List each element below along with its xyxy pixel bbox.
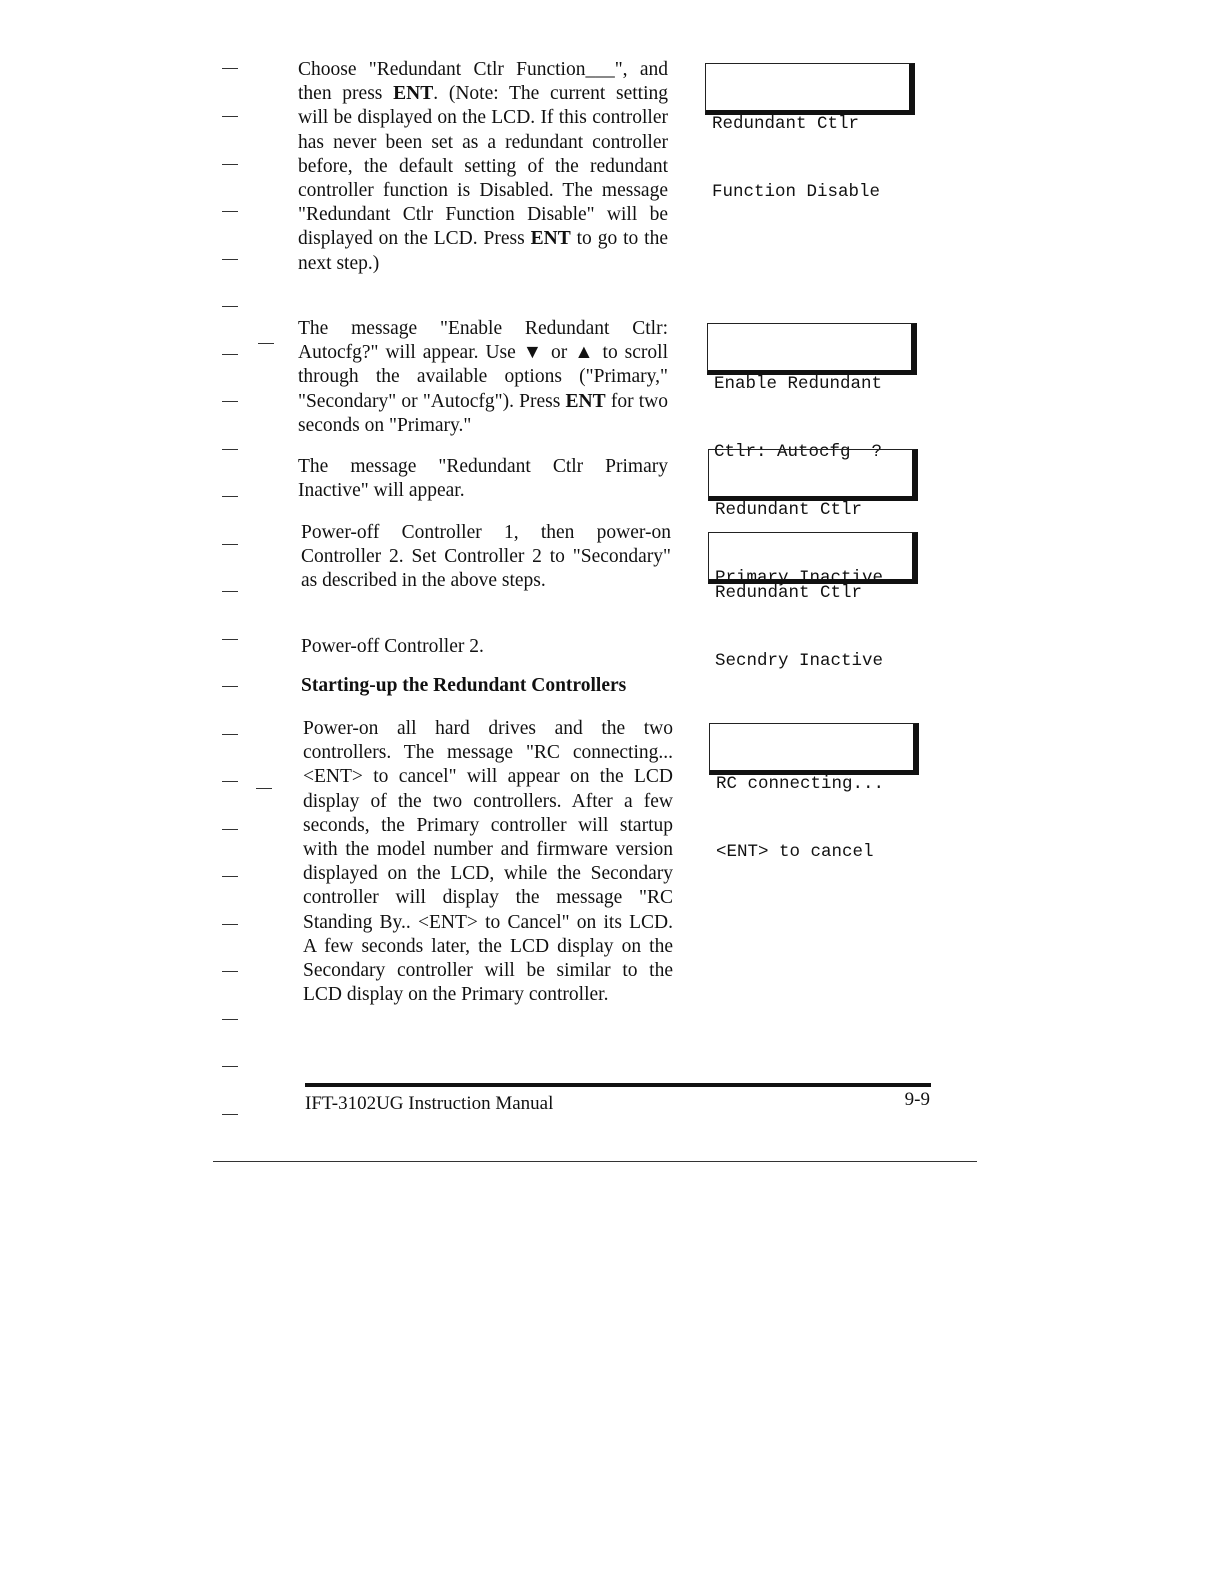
text-run: Power-off Controller 2. bbox=[301, 636, 484, 657]
key-name: ENT bbox=[565, 390, 606, 412]
margin-mark bbox=[258, 343, 274, 344]
paragraph-power-off-controller-1 bbox=[301, 521, 671, 594]
text-run: to go to the next step.) bbox=[298, 228, 668, 274]
margin-mark bbox=[222, 686, 238, 687]
lcd-line-1: Redundant Ctlr bbox=[715, 500, 863, 520]
margin-mark bbox=[222, 971, 238, 972]
paragraph-enable-redundant bbox=[298, 317, 668, 438]
margin-mark bbox=[222, 259, 238, 260]
margin-mark bbox=[222, 496, 238, 497]
margin-mark bbox=[222, 544, 238, 545]
margin-mark bbox=[222, 781, 238, 782]
margin-mark bbox=[222, 829, 238, 830]
margin-mark bbox=[222, 734, 238, 735]
margin-mark bbox=[222, 1019, 238, 1020]
lcd-screen-primary-inactive bbox=[708, 449, 918, 588]
margin-mark bbox=[222, 924, 238, 925]
lcd-screen-function-disable bbox=[705, 63, 915, 202]
margin-mark bbox=[256, 788, 272, 789]
lcd-line-2: Primary Inactive bbox=[715, 567, 884, 588]
footer-page-number: 9-9 bbox=[904, 1089, 930, 1110]
paragraph-power-off-controller-2 bbox=[301, 635, 671, 659]
text-run: Power-off Controller 1, then power-on Controller 2. Set Controller 2 to "Secondary" as described in the above steps. bbox=[301, 522, 671, 592]
key-name: ENT bbox=[530, 228, 571, 250]
lcd-line-2: <ENT> to cancel bbox=[716, 841, 874, 862]
margin-mark bbox=[222, 116, 238, 117]
paragraph-power-on-drives bbox=[303, 717, 673, 1007]
footer-rule bbox=[305, 1083, 931, 1087]
margin-mark bbox=[222, 68, 238, 69]
margin-mark bbox=[222, 639, 238, 640]
lcd-line-1: Enable Redundant bbox=[714, 374, 883, 394]
margin-mark bbox=[222, 401, 238, 402]
key-name: ENT bbox=[393, 83, 434, 105]
margin-mark bbox=[222, 164, 238, 165]
margin-mark bbox=[222, 591, 238, 592]
footer-manual-title: IFT-3102UG Instruction Manual bbox=[305, 1093, 554, 1114]
margin-mark bbox=[222, 449, 238, 450]
lcd-line-2: Ctlr: Autocfg ? bbox=[714, 441, 883, 462]
lcd-line-1: RC connecting... bbox=[716, 774, 885, 794]
lcd-line-1: Redundant Ctlr bbox=[712, 114, 860, 134]
lcd-line-2: Function Disable bbox=[712, 181, 881, 202]
lcd-screen-rc-connecting bbox=[709, 723, 919, 862]
paragraph-choose-redundant-function bbox=[298, 58, 668, 276]
lcd-screen-secondary-inactive bbox=[708, 532, 918, 671]
text-run: The message "Enable Redundant Ctlr: Autocfg?" will appear. Use ▼ or ▲ to scroll through the available options ("Primary," "Secondary" or "Autocfg"). Press bbox=[298, 318, 668, 412]
paragraph-primary-inactive bbox=[298, 455, 668, 503]
lcd-line-1: Redundant Ctlr bbox=[715, 583, 863, 603]
text-run: . (Note: The current setting will be displayed on the LCD. If this controller has never been set as a redundant controller before, the default setting of the redundant controller function is Disabled. The message "Redundant Ctlr Function Disable" will be displayed on the LCD. Press bbox=[298, 83, 668, 250]
section-heading: Starting-up the Redundant Controllers bbox=[301, 675, 627, 696]
lcd-line-2: Secndry Inactive bbox=[715, 650, 884, 671]
margin-mark bbox=[222, 354, 238, 355]
text-run: Power-on all hard drives and the two controllers. The message "RC connecting... <ENT> to cancel" will appear on the LCD display of the two controllers. After a few seconds, the Primary controller will startup with the model number and firmware version displayed on the LCD, while the Secondary controller will display the message "RC Standing By.. <ENT> to Cancel" on its LCD. A few seconds later, the LCD display on the Secondary controller will be similar to the LCD display on the Primary controller. bbox=[303, 718, 673, 1006]
margin-mark bbox=[222, 306, 238, 307]
margin-mark bbox=[222, 876, 238, 877]
text-run: Choose "Redundant Ctlr Function___", and then press bbox=[298, 59, 668, 105]
margin-mark bbox=[222, 211, 238, 212]
text-run: The message "Redundant Ctlr Primary Inactive" will appear. bbox=[298, 456, 668, 502]
margin-mark bbox=[222, 1114, 238, 1115]
text-run: for two seconds on "Primary." bbox=[298, 390, 668, 436]
page-bottom-rule bbox=[213, 1161, 977, 1162]
lcd-screen-enable-redundant bbox=[707, 323, 917, 462]
margin-mark bbox=[222, 1066, 238, 1067]
